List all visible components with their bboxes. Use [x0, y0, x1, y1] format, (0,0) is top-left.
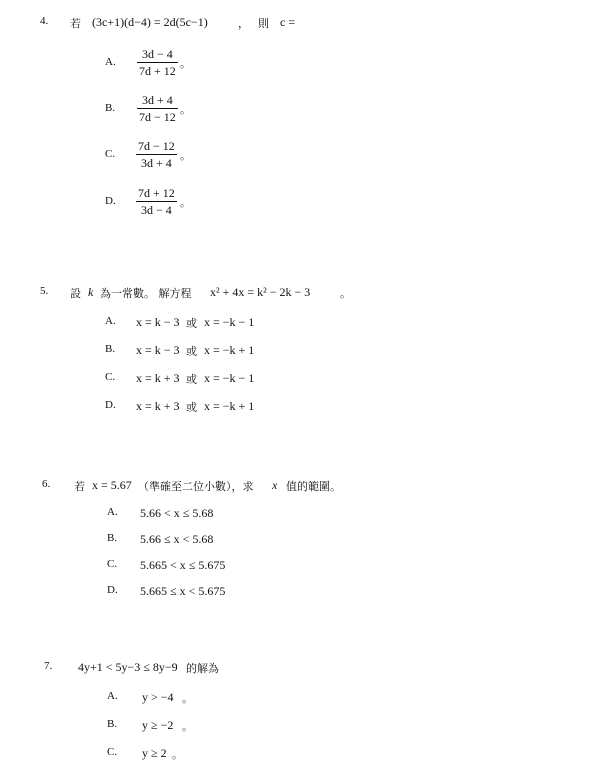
option-label: B. [105, 102, 116, 114]
numerator: 7d + 12 [138, 186, 175, 200]
equation: x² + 4x = k² − 2k − 3 [210, 285, 311, 299]
question-text: 若 [70, 17, 81, 30]
variable: x [272, 478, 278, 492]
question-text: 則 [258, 17, 269, 30]
question-text: ， [238, 17, 249, 30]
or-word: 或 [186, 401, 197, 414]
option-text: 5.665 ≤ x < 5.675 [140, 584, 226, 598]
option-left: x = k − 3 [136, 315, 180, 329]
denominator: 3d + 4 [141, 156, 172, 170]
option-label: D. [107, 584, 118, 596]
question-text: 若 [74, 480, 85, 493]
or-word: 或 [186, 317, 197, 330]
option-label: D. [105, 195, 116, 207]
option-label: A. [105, 315, 116, 327]
option-left: x = k + 3 [136, 371, 180, 385]
question-number: 4. [40, 15, 49, 27]
target-variable: c = [280, 15, 296, 29]
question-text: （準確至二位小數），求 [138, 480, 254, 493]
period: 。 [180, 150, 191, 162]
given-value: x = 5.67 [92, 478, 132, 492]
variable: k [88, 285, 94, 299]
question-text: 值的範圍。 [286, 480, 341, 493]
question-number: 7. [44, 660, 53, 672]
fraction-bar [136, 154, 177, 155]
option-right: x = −k − 1 [204, 315, 255, 329]
equation: (3c+1)(d−4) = 2d(5c−1) [92, 15, 208, 29]
option-fraction [137, 47, 178, 78]
option-left: x = k − 3 [136, 343, 180, 357]
option-left: x = k + 3 [136, 399, 180, 413]
option-label: A. [107, 690, 118, 702]
period: 。 [180, 58, 191, 70]
option-right: x = −k + 1 [204, 399, 255, 413]
option-label: A. [107, 506, 118, 518]
question-number: 5. [40, 285, 49, 297]
option-text: y ≥ 2 [142, 746, 167, 760]
or-word: 或 [186, 345, 197, 358]
numerator: 3d − 4 [142, 47, 173, 61]
denominator: 3d − 4 [141, 203, 172, 217]
option-fraction [136, 139, 177, 170]
numerator: 3d + 4 [142, 93, 173, 107]
question-number: 6. [42, 478, 51, 490]
period: 。 [182, 721, 193, 733]
option-text: y > −4 [142, 690, 174, 704]
period: 。 [180, 104, 191, 116]
fraction-bar [136, 201, 177, 202]
option-label: B. [107, 532, 118, 544]
option-label: B. [107, 718, 118, 730]
option-right: x = −k + 1 [204, 343, 255, 357]
inequality: 4y+1 < 5y−3 ≤ 8y−9 [78, 660, 178, 674]
option-right: x = −k − 1 [204, 371, 255, 385]
or-word: 或 [186, 373, 197, 386]
option-text: 5.66 ≤ x < 5.68 [140, 532, 214, 546]
period: 。 [340, 288, 351, 300]
denominator: 7d + 12 [139, 64, 176, 78]
fraction-bar [137, 62, 178, 63]
period: 。 [180, 197, 191, 209]
fraction-bar [137, 108, 178, 109]
option-label: A. [105, 56, 116, 68]
option-label: B. [105, 343, 116, 355]
period: 。 [172, 749, 183, 761]
question-text: 的解為 [186, 662, 219, 675]
option-fraction [137, 93, 178, 124]
numerator: 7d − 12 [138, 139, 175, 153]
option-label: C. [105, 148, 116, 160]
option-text: 5.66 < x ≤ 5.68 [140, 506, 214, 520]
option-label: C. [107, 558, 118, 570]
question-text: 設 [70, 287, 81, 300]
option-fraction [136, 186, 177, 217]
option-text: 5.665 < x ≤ 5.675 [140, 558, 226, 572]
option-text: y ≥ −2 [142, 718, 174, 732]
question-text: 為一常數。 解方程 [100, 287, 192, 300]
denominator: 7d − 12 [139, 110, 176, 124]
period: 。 [182, 693, 193, 705]
option-label: D. [105, 399, 116, 411]
option-label: C. [107, 746, 118, 758]
option-label: C. [105, 371, 116, 383]
